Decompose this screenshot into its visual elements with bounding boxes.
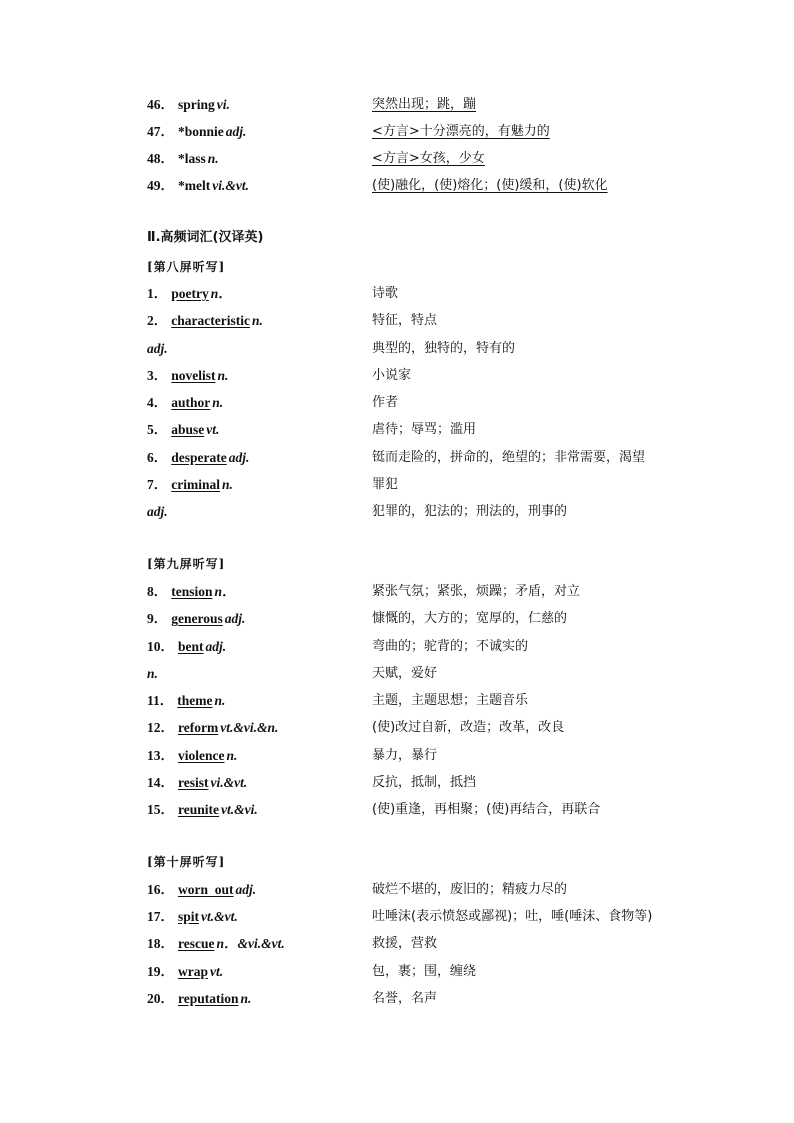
item-meaning: 诗歌 (372, 286, 399, 301)
vocab-row (147, 772, 707, 794)
item-meaning: 铤而走险的，拼命的，绝望的；非常需要，渴望 (372, 450, 646, 465)
item-pos: n. (214, 693, 226, 708)
item-word: violence (178, 748, 225, 763)
item-number: 14． (147, 775, 174, 790)
vocab-row (147, 474, 707, 496)
item-pos: n. (222, 477, 233, 492)
item-word: rescue (178, 936, 215, 951)
vocab-row (147, 717, 707, 739)
item-number: 17． (147, 909, 174, 924)
item-pos: adj. (228, 450, 250, 465)
item-meaning: 犯罪的，犯法的；刑法的，刑事的 (372, 504, 568, 519)
item-number: 49． (147, 178, 174, 193)
vocab-row (147, 365, 707, 387)
vocab-row (147, 906, 707, 928)
item-pos: vt.&vi.&n. (220, 720, 279, 735)
item-number: 46． (147, 97, 174, 112)
item-meaning: <方言>十分漂亮的，有魅力的 (372, 124, 550, 139)
group-label: [第九屏听写] (147, 557, 226, 571)
item-meaning: 吐唾沫(表示愤怒或鄙视)；吐，唾(唾沫、食物等) (372, 909, 653, 924)
item-word: theme (177, 693, 213, 708)
item-number: 7． (147, 477, 168, 492)
item-pos: adj. (147, 504, 168, 519)
item-pos: n. (226, 748, 238, 763)
item-number: 18． (147, 936, 174, 951)
item-word: spring (178, 97, 215, 112)
item-meaning: 包，裹；围，缠绕 (372, 964, 477, 979)
item-pos: n．&vi.&vt. (216, 936, 285, 951)
item-number: 15． (147, 802, 174, 817)
item-number: 11． (147, 693, 174, 708)
item-word: wrap (178, 964, 208, 979)
item-pos: adj. (235, 882, 257, 897)
item-meaning: 暴力，暴行 (372, 748, 438, 763)
vocab-row-46 (147, 94, 707, 116)
item-number: 13． (147, 748, 174, 763)
item-word: *lass (178, 151, 206, 166)
item-number: 8． (147, 584, 168, 599)
item-meaning: 主题，主题思想；主题音乐 (372, 693, 529, 708)
item-word: novelist (171, 368, 216, 383)
item-meaning: 弯曲的；驼背的；不诚实的 (372, 639, 529, 654)
item-word: reputation (178, 991, 239, 1006)
item-meaning: <方言>女孩，少女 (372, 151, 485, 166)
vocab-row-49 (147, 175, 707, 197)
vocab-row (147, 310, 707, 332)
item-word: generous (171, 611, 223, 626)
item-number: 2． (147, 313, 168, 328)
vocab-row (147, 419, 707, 441)
item-pos: vi.&vt. (212, 178, 249, 193)
item-pos: n. (147, 666, 158, 681)
item-number: 6． (147, 450, 168, 465)
item-meaning: 慷慨的，大方的；宽厚的，仁慈的 (372, 611, 568, 626)
item-pos: adj. (205, 639, 227, 654)
item-meaning: 小说家 (372, 368, 412, 383)
item-word: author (171, 395, 211, 410)
item-pos: vi.&vt. (210, 775, 248, 790)
item-number: 10． (147, 639, 174, 654)
vocab-row (147, 799, 707, 821)
item-word: worn out (178, 882, 234, 897)
item-word: spit (178, 909, 200, 924)
section-heading: Ⅱ.高频词汇(汉译英) (147, 230, 264, 245)
item-meaning: 典型的，独特的，特有的 (372, 341, 516, 356)
item-number: 4． (147, 395, 168, 410)
item-word: abuse (171, 422, 205, 437)
item-word: reform (178, 720, 219, 735)
item-word: bent (178, 639, 204, 654)
item-number: 19． (147, 964, 174, 979)
item-pos: n. (212, 395, 224, 410)
vocab-row-48 (147, 148, 707, 170)
item-meaning: 救援，营救 (372, 936, 438, 951)
item-meaning: 天赋，爱好 (372, 666, 438, 681)
item-number: 47． (147, 124, 174, 139)
item-word: reunite (178, 802, 219, 817)
item-meaning: (使)融化，(使)熔化；(使)缓和，(使)软化 (372, 178, 608, 193)
item-meaning: 破烂不堪的，废旧的；精疲力尽的 (372, 882, 568, 897)
item-word: tension (171, 584, 213, 599)
item-word: poetry (171, 286, 209, 301)
item-pos: n. (217, 368, 229, 383)
item-meaning: 突然出现；跳，蹦 (372, 97, 477, 112)
item-word: resist (178, 775, 209, 790)
item-pos: n. (240, 991, 252, 1006)
vocab-row (147, 581, 707, 603)
group-label: [第十屏听写] (147, 855, 226, 869)
item-number: 1． (147, 286, 168, 301)
item-meaning: 虐待；辱骂；滥用 (372, 422, 477, 437)
item-meaning: 反抗，抵制，抵挡 (372, 775, 477, 790)
vocab-row (147, 501, 707, 523)
vocab-row (147, 961, 707, 983)
item-word: *melt (178, 178, 211, 193)
item-meaning: 作者 (372, 395, 399, 410)
item-pos: vt.&vi. (221, 802, 258, 817)
item-number: 12． (147, 720, 174, 735)
vocab-row (147, 988, 707, 1010)
item-meaning: 名誉，名声 (372, 991, 438, 1006)
vocab-row (147, 338, 707, 360)
item-meaning: 紧张气氛；紧张，烦躁；矛盾，对立 (372, 584, 581, 599)
vocab-row (147, 636, 707, 658)
item-pos: adj. (147, 341, 168, 356)
vocab-row (147, 745, 707, 767)
item-word: criminal (171, 477, 220, 492)
vocab-row (147, 690, 707, 712)
vocab-row (147, 392, 707, 414)
item-pos: n． (210, 286, 232, 301)
item-pos: adj. (225, 124, 247, 139)
item-pos: n. (251, 313, 263, 328)
item-number: 16． (147, 882, 174, 897)
item-word: characteristic (171, 313, 250, 328)
item-number: 20． (147, 991, 174, 1006)
item-word: *bonnie (178, 124, 224, 139)
vocab-row (147, 663, 707, 685)
item-word: desperate (171, 450, 227, 465)
item-pos: vt. (210, 964, 224, 979)
item-pos: n. (207, 151, 219, 166)
vocab-row (147, 933, 707, 955)
group-label: [第八屏听写] (147, 260, 226, 274)
item-number: 9． (147, 611, 168, 626)
item-pos: n． (214, 584, 236, 599)
item-meaning: 特征，特点 (372, 313, 438, 328)
item-meaning: (使)重逢，再相聚；(使)再结合，再联合 (372, 802, 601, 817)
item-meaning: 罪犯 (372, 477, 399, 492)
item-meaning: (使)改过自新，改造；改革，改良 (372, 720, 565, 735)
item-number: 5． (147, 422, 168, 437)
item-pos: vi. (216, 97, 230, 112)
item-pos: vt.&vt. (201, 909, 238, 924)
item-pos: adj. (224, 611, 246, 626)
item-pos: vt. (206, 422, 220, 437)
vocab-row (147, 283, 707, 305)
item-number: 3． (147, 368, 168, 383)
vocab-row (147, 447, 707, 469)
vocab-row-47 (147, 121, 707, 143)
vocab-row (147, 879, 707, 901)
vocab-row (147, 608, 707, 630)
item-number: 48． (147, 151, 174, 166)
